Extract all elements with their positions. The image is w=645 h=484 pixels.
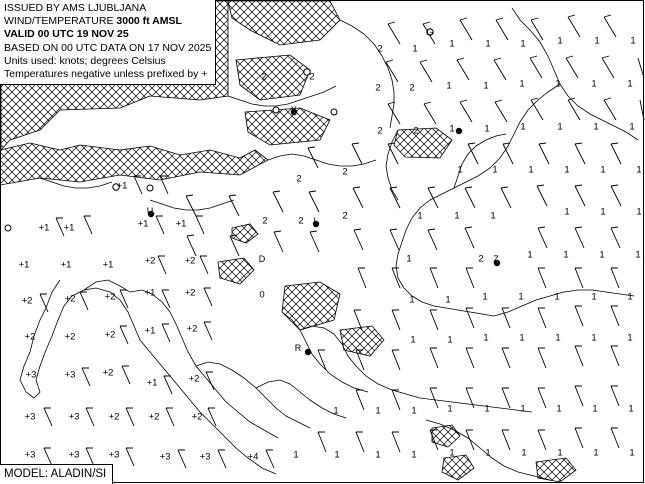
temperature-label: +2	[188, 373, 200, 385]
temperature-label: 2	[298, 215, 304, 227]
temperature-label: 1	[482, 291, 488, 303]
temperature-label: 1	[490, 210, 496, 222]
temperature-label: +2	[186, 323, 198, 335]
temperature-label: 1	[449, 38, 455, 50]
temperature-label: 2	[261, 71, 267, 83]
temperature-label: 1	[592, 403, 598, 415]
station-label: Z	[493, 254, 499, 264]
temperature-label: 1	[591, 78, 597, 90]
temperature-label: 1	[333, 405, 339, 417]
temperature-label: 2	[375, 82, 381, 94]
header-line-issued: ISSUED BY AMS LJUBLJANA	[4, 2, 147, 14]
temperature-label: +3	[25, 369, 37, 381]
temperature-label: +3	[159, 451, 171, 463]
temperature-label: 1	[485, 447, 491, 459]
temperature-label: 1	[628, 403, 634, 415]
temperature-label: 1	[528, 164, 534, 176]
chart-header	[0, 0, 216, 85]
temperature-label: 1	[519, 332, 525, 344]
temperature-label: 1	[593, 121, 599, 133]
header-line-level	[4, 15, 211, 28]
temperature-label: +1	[63, 222, 75, 234]
temperature-label: +3	[24, 411, 36, 423]
temperature-label: 1	[627, 78, 633, 90]
temperature-label: 1	[519, 78, 525, 90]
temperature-label: +1	[116, 180, 128, 192]
temperature-label: +2	[24, 331, 36, 343]
temperature-label: +2	[21, 295, 33, 307]
temperature-label: +2	[184, 255, 196, 267]
temperature-label: 1	[521, 447, 527, 459]
temperature-label: 1	[630, 35, 636, 47]
header-level-prefix: WIND/TEMPERATURE	[4, 15, 117, 28]
temperature-label: 0	[259, 289, 265, 301]
temperature-label: 1	[527, 249, 533, 261]
temperature-label: +1	[175, 218, 187, 230]
temperature-label: 1	[484, 123, 490, 135]
temperature-label: +2	[184, 287, 196, 299]
model-label: MODEL: ALADIN/SI	[0, 464, 113, 484]
station-label: R	[294, 343, 302, 353]
temperature-label: 1	[412, 43, 418, 55]
temperature-label: 1	[484, 403, 490, 415]
temperature-label: 2	[309, 71, 315, 83]
temperature-label: +3	[199, 451, 211, 463]
temperature-label: +3	[68, 411, 80, 423]
station-label: G	[426, 27, 434, 37]
temperature-label: +1	[38, 222, 50, 234]
temperature-label: 1	[636, 164, 642, 176]
temperature-label: 1	[483, 332, 489, 344]
station-label: K	[290, 105, 298, 115]
temperature-label: 1	[417, 210, 423, 222]
temperature-label: 1	[406, 253, 412, 265]
temperature-label: 1	[600, 164, 606, 176]
temperature-label: +3	[68, 449, 80, 461]
temperature-label: 1	[627, 291, 633, 303]
temperature-label: 2	[409, 82, 415, 94]
temperature-label: +2	[64, 331, 76, 343]
temperature-label: +1	[60, 259, 72, 271]
temperature-label: 1	[334, 449, 340, 461]
temperature-label: 1	[593, 447, 599, 459]
temperature-label: 1	[555, 78, 561, 90]
temperature-label: 1	[600, 206, 606, 218]
temperature-label: +1	[146, 377, 158, 389]
temperature-label: 1	[520, 403, 526, 415]
temperature-label: +2	[64, 293, 76, 305]
temperature-label: +1	[144, 287, 156, 299]
temperature-label: 1	[627, 332, 633, 344]
station-label: U	[146, 206, 154, 216]
temperature-label: +2	[191, 411, 203, 423]
temperature-label: +3	[108, 449, 120, 461]
temperature-label: 2	[377, 43, 383, 55]
temperature-label: 1	[446, 80, 452, 92]
temperature-label: 2	[342, 166, 348, 178]
temperature-label: 1	[485, 38, 491, 50]
temperature-label: 1	[629, 447, 635, 459]
temperature-label: 1	[457, 164, 463, 176]
temperature-label: 1	[635, 249, 641, 261]
temperature-label: +2	[104, 291, 116, 303]
temperature-label: 2	[478, 253, 484, 265]
temperature-label: 1	[557, 121, 563, 133]
temperature-label: 1	[449, 447, 455, 459]
temperature-label: +2	[104, 329, 116, 341]
temperature-label: 1	[557, 35, 563, 47]
temperature-label: 1	[411, 449, 417, 461]
temperature-label: 2	[296, 173, 302, 185]
header-line-basedon: BASED ON 00 UTC DATA ON 17 NOV 2025	[4, 41, 212, 54]
temperature-label: +3	[64, 369, 76, 381]
temperature-label: +1	[102, 259, 114, 271]
header-level-value: 3000 ft AMSL	[116, 15, 182, 28]
temperature-label: +2	[148, 411, 160, 423]
temperature-label: 1	[375, 449, 381, 461]
temperature-label: 1	[410, 334, 416, 346]
temperature-label: +1	[144, 325, 156, 337]
temperature-label: 1	[520, 121, 526, 133]
temperature-label: 1	[594, 35, 600, 47]
temperature-label: 1	[518, 291, 524, 303]
temperature-label: 1	[447, 334, 453, 346]
temperature-label: 1	[447, 403, 453, 415]
temperature-label: +1	[18, 259, 30, 271]
temperature-label: 1	[411, 405, 417, 417]
temperature-label: 1	[554, 291, 560, 303]
temperature-label: 1	[555, 332, 561, 344]
temperature-label: 1	[629, 121, 635, 133]
header-line-temp-note: Temperatures negative unless prefixed by +	[4, 68, 208, 81]
temperature-label: 1	[492, 164, 498, 176]
temperature-label: 1	[375, 405, 381, 417]
temperature-label: 1	[563, 249, 569, 261]
temperature-label: 1	[520, 38, 526, 50]
temperature-label: 1	[564, 206, 570, 218]
temperature-label: 1	[564, 164, 570, 176]
station-label: L	[313, 216, 319, 226]
temperature-label: 1	[449, 123, 455, 135]
header-line-units: Units used: knots; degrees Celsius	[4, 54, 166, 67]
temperature-label: +3	[24, 449, 36, 461]
temperature-label: 2	[342, 210, 348, 222]
temperature-label: +4	[247, 451, 259, 463]
temperature-label: 1	[556, 403, 562, 415]
temperature-label: 1	[409, 294, 415, 306]
station-label: D	[258, 254, 266, 264]
temperature-label: +2	[102, 367, 114, 379]
temperature-label: 2	[377, 125, 383, 137]
temperature-label: 2	[413, 125, 419, 137]
temperature-label: 2	[262, 215, 268, 227]
temperature-label: +1	[137, 218, 149, 230]
temperature-label: 1	[454, 210, 460, 222]
temperature-label: 1	[293, 449, 299, 461]
temperature-label: 1	[591, 332, 597, 344]
temperature-label: 1	[483, 80, 489, 92]
temperature-label: 1	[445, 294, 451, 306]
header-line-valid: VALID 00 UTC 19 NOV 25	[4, 28, 129, 41]
temperature-label: 1	[591, 291, 597, 303]
temperature-label: 1	[636, 206, 642, 218]
temperature-label: +2	[108, 411, 120, 423]
temperature-label: 1	[599, 249, 605, 261]
temperature-label: 1	[557, 447, 563, 459]
temperature-label: +2	[144, 255, 156, 267]
